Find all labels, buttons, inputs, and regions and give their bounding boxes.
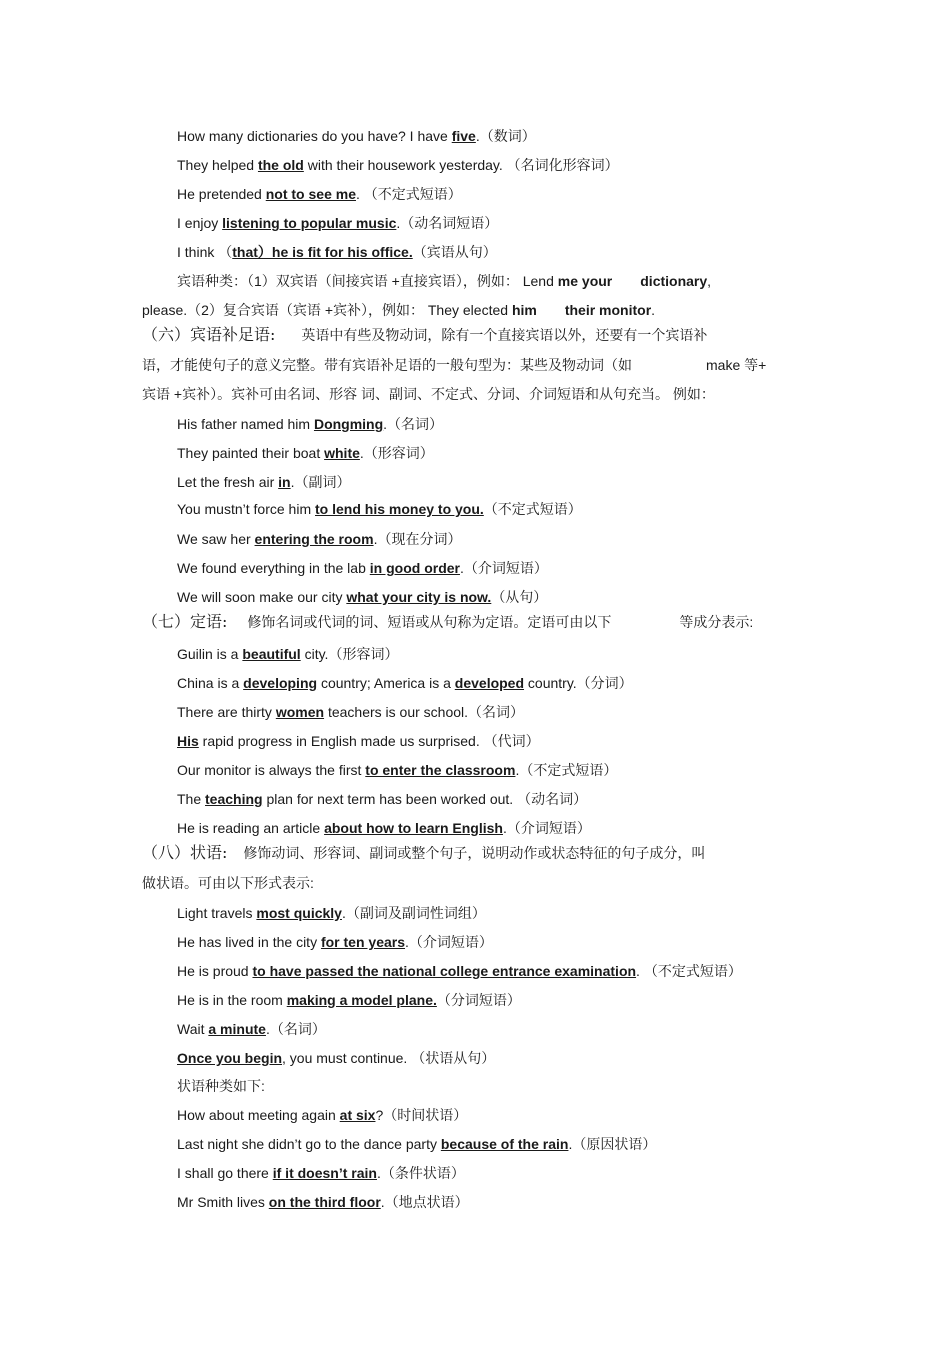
section-intro: 做状语。可由以下形式表示: [142,875,314,891]
example-note: rapid progress in English made us surprised. （代词） [198,733,540,749]
example-note: . （不定式短语） [355,186,462,202]
example-answer: about how to learn English [324,820,503,836]
example-answer: if it doesn’t rain [272,1165,377,1181]
example-answer: that）he is fit for his office. [232,244,413,260]
example-note: .（不定式短语） [515,762,618,778]
example-text: They painted their boat [177,445,325,461]
example-note: .（介词短语） [405,934,493,950]
section-heading-attributive [142,613,753,631]
types-text: , [707,273,712,289]
section-title: （八）状语: [142,843,228,862]
example-note: .（动名词短语） [396,215,499,231]
example-answer: in good order [369,560,460,576]
example-text: We will soon make our city [177,589,347,605]
example-note: （分词短语） [436,992,521,1008]
adverbial-type-example [177,1135,656,1153]
example-answer: teaching [205,791,263,807]
section-intro: 修饰名词或代词的词、短语或从句称为定语。定语可由以下 [247,614,612,630]
attributive-example [177,790,587,808]
complement-example [177,530,461,548]
object-example [177,243,497,261]
example-note: with their housework yesterday. （名词化形容词） [303,157,619,173]
types-bold: him [511,302,537,318]
attributive-example [177,732,540,750]
example-answer: Once you begin [177,1050,283,1066]
example-answer: because of the rain [440,1136,569,1152]
example-note: .（副词及副词性词组） [341,905,486,921]
example-answer: not to see me [265,186,356,202]
example-note: plan for next term has been worked out. （动名词） [262,791,588,807]
adverbial-example [177,1020,326,1038]
example-text: I shall go there [177,1165,273,1181]
object-example [177,156,619,174]
example-answer: making a model plane. [286,992,437,1008]
example-answer: the old [257,157,304,173]
types-text: . [651,302,656,318]
example-answer: developed [454,675,525,691]
types-bold: dictionary [640,273,708,289]
example-text: They helped [177,157,258,173]
example-text: He is reading an article [177,820,325,836]
example-text: He is proud [177,963,253,979]
section-intro-line [142,385,715,403]
example-note: .（形容词） [359,445,434,461]
example-text: You mustn’t force him [177,501,315,517]
adverbial-example [177,962,742,980]
example-note: .（数词） [475,128,536,144]
complement-example [177,500,582,518]
example-note: （不定式短语） [483,501,582,517]
example-note: . （不定式短语） [636,963,742,979]
section-intro-line [142,356,766,374]
attributive-example [177,761,617,779]
example-answer: beautiful [242,646,301,662]
example-text: We saw her [177,531,255,547]
object-types-line [177,272,711,290]
example-note: .（介词短语） [459,560,548,576]
example-answer: for ten years [320,934,406,950]
example-text: Last night she didn’t go to the dance party [177,1136,441,1152]
example-text: There are thirty [177,704,276,720]
example-note: .（现在分词） [373,531,462,547]
example-note: .（条件状语） [376,1165,465,1181]
example-text: Let the fresh air [177,474,279,490]
types-bold: their monitor [564,302,652,318]
complement-example [177,588,547,606]
example-answer: Dongming [313,416,384,432]
section-intro: make 等+ [706,357,767,373]
adverbial-example [177,1049,495,1067]
example-answer: what your city is now. [346,589,492,605]
example-text: I enjoy [177,215,223,231]
section-title: （七）定语: [142,612,228,631]
attributive-example [177,645,398,663]
adverbial-type-example [177,1164,465,1182]
example-note: .（介词短语） [502,820,591,836]
example-note: city.（形容词） [300,646,399,662]
example-text: Light travels [177,905,257,921]
example-note: teachers is our school.（名词） [324,704,525,720]
types-text: please.（2）复合宾语（宾语 +宾补），例如： They elected [142,302,512,318]
complement-example [177,415,443,433]
object-example [177,214,498,232]
example-answer: to have passed the national college entrance examination [252,963,637,979]
example-answer: listening to popular music [222,215,397,231]
example-text: He has lived in the city [177,934,321,950]
example-note: （宾语从句） [412,244,497,260]
attributive-example [177,819,591,837]
example-text: The [177,791,206,807]
section-intro: 等成分表示: [679,614,754,630]
example-note: , you must continue. （状语从句） [282,1050,496,1066]
example-note: ?（时间状语） [375,1107,468,1123]
example-note: （从句） [491,589,548,605]
example-answer: women [275,704,325,720]
section-intro: 语，才能使句子的意义完整。带有宾语补足语的一般句型为：某些及物动词（如 [142,357,632,373]
example-note: .（名词） [265,1021,326,1037]
example-answer: entering the room [254,531,374,547]
example-answer: to lend his money to you. [315,501,484,517]
example-text: How about meeting again [177,1107,340,1123]
example-text: I think （ [177,244,233,260]
section-intro-line [142,874,314,892]
object-example [177,185,462,203]
example-note: .（地点状语） [380,1194,469,1210]
example-answer: white [324,445,360,461]
example-note: .（副词） [290,474,351,490]
section-heading-adverbial [142,844,705,862]
example-answer: at six [339,1107,376,1123]
example-text: China is a [177,675,244,691]
example-answer: to enter the classroom [365,762,516,778]
adverbial-type-example [177,1193,469,1211]
example-note: .（名词） [383,416,444,432]
adverbial-example [177,904,486,922]
example-answer: His [177,733,199,749]
object-example [177,127,536,145]
types-text: 宾语种类：（1）双宾语（间接宾语 +直接宾语），例如： Lend [177,273,558,289]
example-text: Our monitor is always the first [177,762,366,778]
example-answer: developing [243,675,318,691]
adverbial-type-example [177,1106,467,1124]
example-text: He is in the room [177,992,287,1008]
adverbial-types-label [177,1077,265,1095]
example-note: country.（分词） [524,675,633,691]
example-text: Wait [177,1021,209,1037]
types-bold: me your [557,273,613,289]
example-answer: a minute [208,1021,266,1037]
section-intro: 修饰动词、形容词、副词或整个句子，说明动作或状态特征的句子成分，叫 [243,845,706,861]
types-label: 状语种类如下: [177,1078,265,1094]
adverbial-example [177,933,493,951]
example-text: His father named him [177,416,314,432]
example-text: How many dictionaries do you have? I have [177,128,452,144]
example-answer: on the third floor [268,1194,381,1210]
section-title: （六）宾语补足语: [142,325,276,344]
complement-example [177,444,434,462]
object-types-line [142,301,655,319]
example-text: We found everything in the lab [177,560,370,576]
example-answer: in [278,474,291,490]
complement-example [177,559,548,577]
example-answer: five [451,128,476,144]
attributive-example [177,703,524,721]
attributive-example [177,674,633,692]
example-text: country; America is a [317,675,455,691]
complement-example [177,473,351,491]
adverbial-example [177,991,521,1009]
example-answer: most quickly [256,905,342,921]
example-note: .（原因状语） [568,1136,657,1152]
section-intro: 英语中有些及物动词，除有一个直接宾语以外，还要有一个宾语补 [301,327,708,343]
section-intro: 宾语 +宾补）。宾补可由名词、形容 词、副词、不定式、分词、介词短语和从句充当。 例如： [142,386,715,402]
example-text: Mr Smith lives [177,1194,269,1210]
section-heading-complement [142,326,707,344]
example-text: He pretended [177,186,266,202]
example-text: Guilin is a [177,646,243,662]
